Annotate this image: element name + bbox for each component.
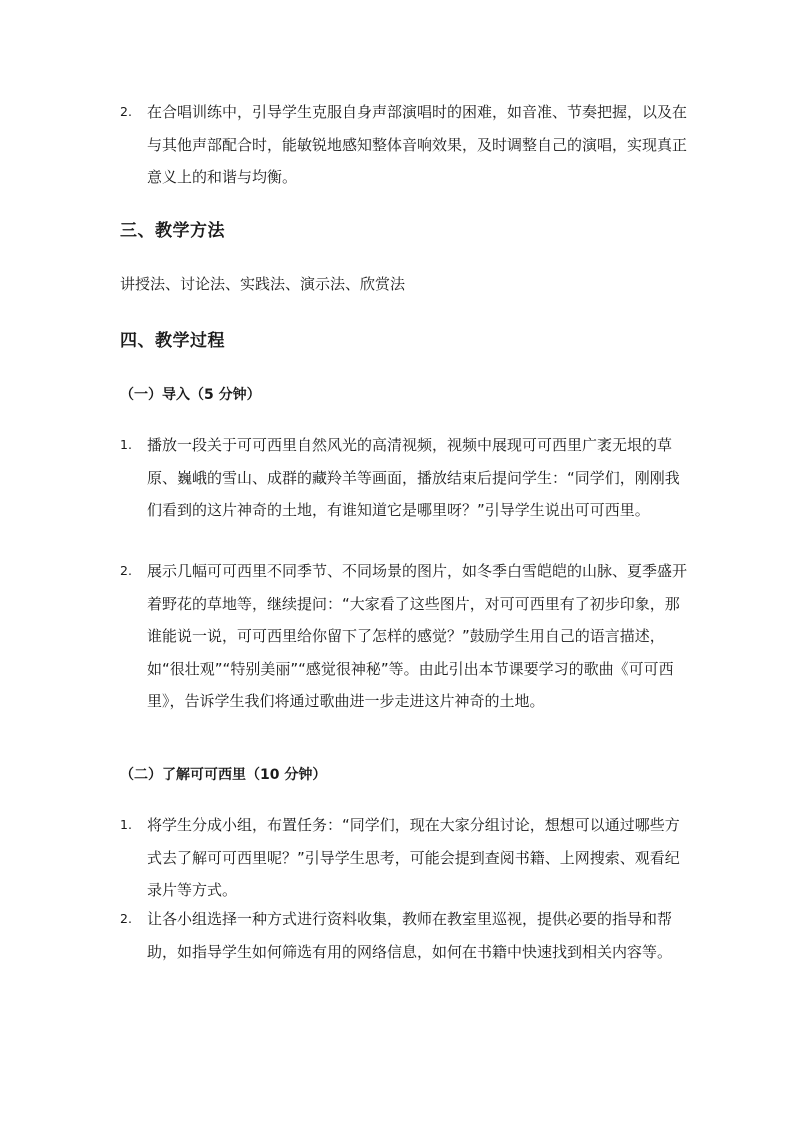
list-number: 1. [120,437,132,452]
list-number: 1. [120,817,132,832]
list-text: 播放一段关于可可西里自然风光的高清视频，视频中展现可可西里广袤无垠的草原、巍峨的雪山、成群的藏羚羊等画面，播放结束后提问学生：“同学们，刚刚我们看到的这片神奇的土地，有谁知道它是哪里呀？”引导学生说出可可西里。 [147,436,680,519]
section-heading-process: 四、教学过程 [120,331,225,351]
list-text: 在合唱训练中，引导学生克服自身声部演唱时的困难，如音准、节奏把握，以及在与其他声部配合时，能敏锐地感知整体音响效果，及时调整自己的演唱，实现真正意义上的和谐与均衡。 [147,103,688,186]
subsection-heading-learn: （二）了解可可西里（10 分钟） [120,767,327,783]
methods-text: 讲授法、讨论法、实践法、演示法、欣赏法 [120,275,406,293]
list-item [120,903,690,968]
section-heading-methods: 三、教学方法 [120,221,225,241]
list-text: 展示几幅可可西里不同季节、不同场景的图片，如冬季白雪皑皑的山脉、夏季盛开着野花的草地等，继续提问：“大家看了这些图片，对可可西里有了初步印象，那谁能说一说，可可西里给你留下了怎样的感觉？”鼓励学生用自己的语言描述，如“很壮观”“特别美丽”“感觉很神秘”等。由此引出本节课要学习的歌曲《可可西里》，告诉学生我们将通过歌曲进一步走进这片神奇的土地。 [147,562,688,710]
list-item [120,96,690,194]
list-number: 2. [120,563,132,578]
list-item [120,429,690,527]
list-item [120,809,690,907]
list-text: 让各小组选择一种方式进行资料收集，教师在教室里巡视，提供必要的指导和帮助，如指导学生如何筛选有用的网络信息，如何在书籍中快速找到相关内容等。 [147,910,673,961]
list-item [120,555,690,718]
subsection-heading-intro: （一）导入（5 分钟） [120,387,261,403]
list-number: 2. [120,911,132,926]
list-number: 2. [120,104,132,119]
list-text: 将学生分成小组，布置任务：“同学们，现在大家分组讨论，想想可以通过哪些方式去了解可可西里呢？”引导学生思考，可能会提到查阅书籍、上网搜索、观看纪录片等方式。 [147,816,680,899]
